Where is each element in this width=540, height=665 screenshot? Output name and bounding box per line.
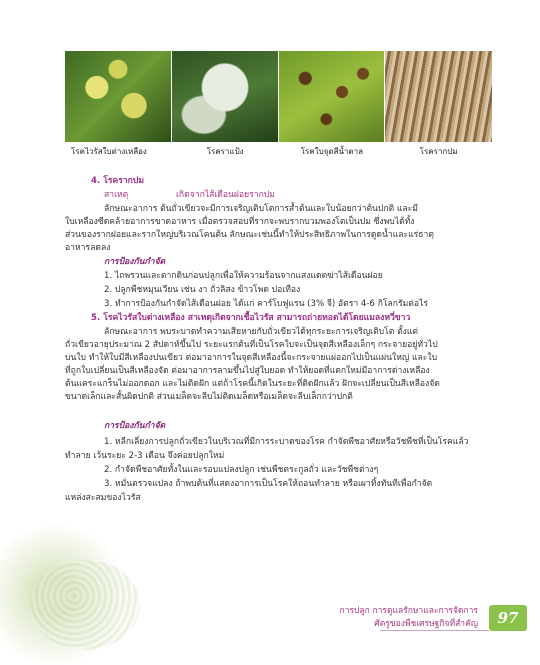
control-heading: การป้องกันกำจัด [104,421,166,431]
footer-title-line1: การปลูก การดูแลรักษาและการจัดการ [339,606,478,616]
root-knot-photo [385,51,492,142]
control-item: ทำลาย เว้นระยะ 2-3 เดือน จึงค่อยปลูกใหม่ [65,451,225,461]
footer-divider [380,630,489,631]
symptom-line: ส่วนของรากฝอยและรากใหญ่บริเวณโคนต้น ลักษณะเช่นนี้ทำให้ประสิทธิภาพในการดูดน้ำและแร่ธาตุ [65,230,434,240]
control-item: แหล่งสะสมของไวรัส [65,493,141,503]
symptom-line: ใบเหลืองซีดคล้ายอาการขาดอาหาร เมื่อตรวจสอบที่รากจะพบรากบวมพองโตเป็นปม ซึ่งพบได้ทั้ง [65,217,415,227]
bean-texture-decoration [30,560,140,650]
symptom-line: อาหารลดลง [65,243,111,253]
photo-strip [65,51,492,142]
page-number-badge: 97 [489,605,527,631]
photo-captions [65,145,492,158]
control-item: 1. หลีกเลี่ยงการปลูกถั่วเขียวในบริเวณที่มีการระบาดของโรค กำจัดพืชอาศัยหรือวัชพืชที่เป็นโรคแล้ว [104,437,469,447]
symptom-line: ต้นแคระแกร็นไม่ออกดอก และไม่ติดฝัก แต่ถ้าโรคนี้เกิดในระยะที่ติดฝักแล้ว ฝักจะเปลี่ยนเป็นสีเหลืองจัด [65,379,440,389]
section-heading: 5. โรคไวรัสใบด่างเหลือง สาเหตุเกิดจากเชื้อไวรัส สามารถถ่ายทอดได้โดยแมลงหวี่ขาว [91,313,411,323]
section-heading: 4. โรครากปม [91,176,144,186]
symptom-line: ลักษณะอาการ พบระบาดทำความเสียหายกับถั่วเขียวได้ทุกระยะการเจริญเติบโต ตั้งแต่ [104,327,418,337]
control-item: 1. ไถพรวนและตากดินก่อนปลูกเพื่อให้ความร้อนจากแสงแดดฆ่าไส้เดือนฝอย [104,271,383,281]
footer-title-line2: ศัตรูของพืชเศรษฐกิจที่สำคัญ [374,619,478,629]
symptom-line: ถั่วเขียวอายุประมาณ 2 สัปดาห์ขึ้นไป ระยะแรกต้นที่เป็นโรคใบจะเป็นจุดสีเหลืองเล็กๆ กระจายอยู่ทั่วไป [65,340,438,350]
symptom-line: ที่ถูกใบเปลี่ยนเป็นสีเหลืองจัด ต่อมาอาการลามขึ้นไปสู่ใบยอด ทำให้ยอดที่แตกใหม่มีอาการด่างเหลือง [65,366,430,376]
cause-text: เกิดจากไส้เดือนฝอยรากปม [176,190,275,200]
photo-caption: โรครากปม [419,147,458,156]
cause-label: สาเหตุ [104,190,129,200]
symptom-line: ลักษณะอาการ ต้นถั่วเขียวจะมีการเจริญเติบโตการส้ำต้นและใบน้อยกว่าต้นปกติ และมี [104,204,418,214]
control-heading: การป้องกันกำจัด [104,257,166,267]
symptom-line: บนใบ ทำให้ใบมีสีเหลืองปนเขียว ต่อมาอาการในจุดสีเหลืองนี้จะกระจายแผ่ออกไปเป็นแผ่นใหญ่ และใบ [65,353,438,363]
brown-leaf-spot-photo [279,51,386,142]
control-item: 3. หมั่นตรวจแปลง ถ้าพบต้นที่แสดงอาการเป็นโรคให้ถอนทำลาย หรือเผาทิ้งทันทีเพื่อกำจัด [104,479,433,489]
control-item: 2. กำจัดพืชอาศัยทั้งในและรอบแปลงปลูก เช่นพืชตระกูลถั่ว และวัชพืชต่างๆ [104,465,379,475]
powdery-mildew-photo [172,51,279,142]
control-item: 2. ปลูกพืชหมุนเวียน เช่น งา ถั่วลิสง ข้าวโพด ปอเทือง [104,285,301,295]
symptom-line: ขนาดเล็กและสั้นผิดปกติ ส่วนเมล็ดจะลีบไม่ติดเมล็ดหรือเมล็ดจะลีบเล็กกว่าปกติ [65,392,353,402]
photo-caption: โรคใบจุดสีน้ำตาล [300,147,363,156]
photo-caption: โรคราแป้ง [206,147,244,156]
yellow-mosaic-photo [65,51,172,142]
control-item: 3. ทำการป้องกันกำจัดไส้เดือนฝอย ได้แก่ คาร์โบฟูแรน (3% จี) อัตรา 4-6 กิโลกรัมต่อไร่ [104,299,428,309]
photo-caption: โรคไวรัสใบด่างเหลือง [71,147,147,156]
